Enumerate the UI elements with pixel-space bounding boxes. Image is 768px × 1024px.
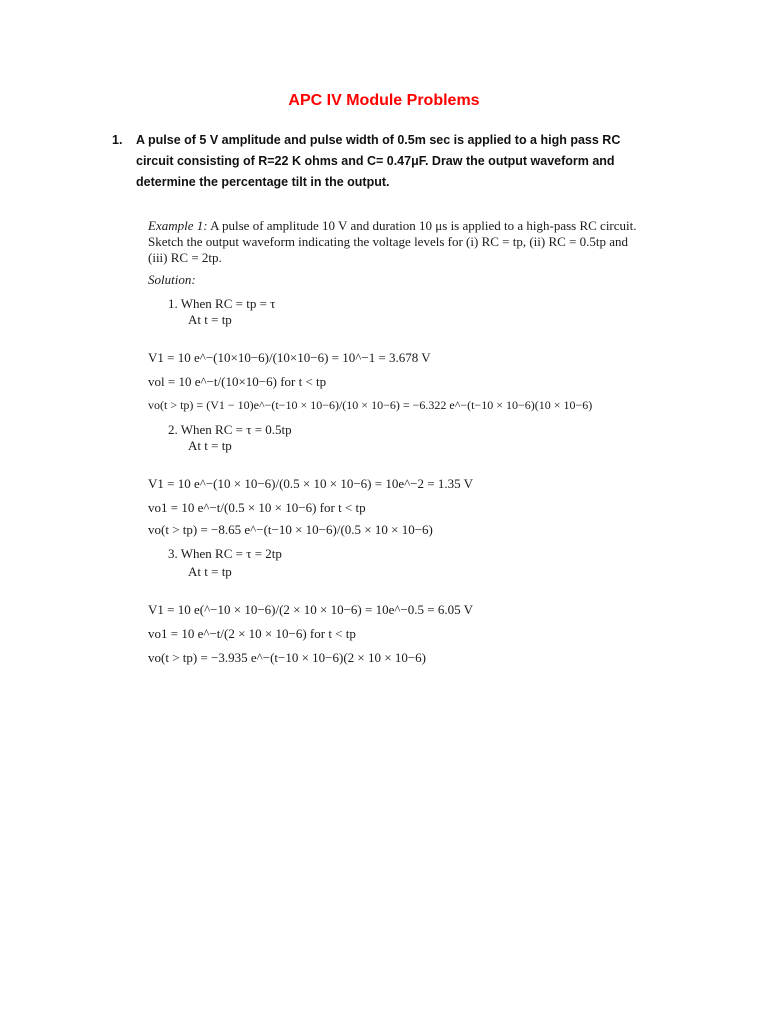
case-1-vo2: vo(t > tp) = (V1 − 10)e^−(t−10 × 10−6)/(10 × 10−6) = −6.322 e^−(t−10 × 10−6)(10 × 10−6) [148, 398, 593, 412]
problem-1 [112, 130, 652, 193]
example-line-1 [148, 218, 637, 234]
case-2-vo2: vo(t > tp) = −8.65 e^−(t−10 × 10−6)/(0.5 × 10 × 10−6) [148, 522, 433, 537]
example-line-2: Sketch the output waveform indicating the voltage levels for (i) RC = tp, (ii) RC = 0.5tp and [148, 234, 629, 249]
case-1-heading: 1. When RC = tp = τ [168, 296, 276, 311]
case-3-at: At t = tp [188, 564, 232, 579]
case-1-at: At t = tp [188, 312, 232, 327]
example-text-1: A pulse of amplitude 10 V and duration 10 μs is applied to a high-pass RC circuit. [207, 218, 637, 233]
case-3-v1: V1 = 10 e(^−10 × 10−6)/(2 × 10 × 10−6) = 10e^−0.5 = 6.05 V [148, 602, 474, 617]
case-3-vo1: vo1 = 10 e^−t/(2 × 10 × 10−6) for t < tp [148, 626, 356, 641]
problem-number: 1. [112, 133, 123, 147]
example-label: Example 1: [148, 218, 208, 233]
problem-text: A pulse of 5 V amplitude and pulse width of 0.5m sec is applied to a high pass RC circuit consisting of R=22 K ohms and C= 0.47μF. Draw the output waveform and determine the percentage tilt in the output. [136, 133, 621, 189]
case-3-heading: 3. When RC = τ = 2tp [168, 546, 282, 561]
case-2-vo1: vo1 = 10 e^−t/(0.5 × 10 × 10−6) for t < tp [148, 500, 366, 515]
page-title: APC IV Module Problems [288, 92, 480, 109]
case-2-at: At t = tp [188, 438, 232, 453]
example-line-3: (iii) RC = 2tp. [148, 250, 222, 265]
case-2-heading: 2. When RC = τ = 0.5tp [168, 422, 292, 437]
case-1-vo1: vol = 10 e^−t/(10×10−6) for t < tp [148, 374, 327, 389]
case-2-v1: V1 = 10 e^−(10 × 10−6)/(0.5 × 10 × 10−6) = 10e^−2 = 1.35 V [148, 476, 474, 491]
solution-label: Solution: [148, 272, 196, 287]
case-3-vo2: vo(t > tp) = −3.935 e^−(t−10 × 10−6)(2 × 10 × 10−6) [148, 650, 426, 665]
case-1-v1: V1 = 10 e^−(10×10−6)/(10×10−6) = 10^−1 = 3.678 V [148, 350, 431, 365]
